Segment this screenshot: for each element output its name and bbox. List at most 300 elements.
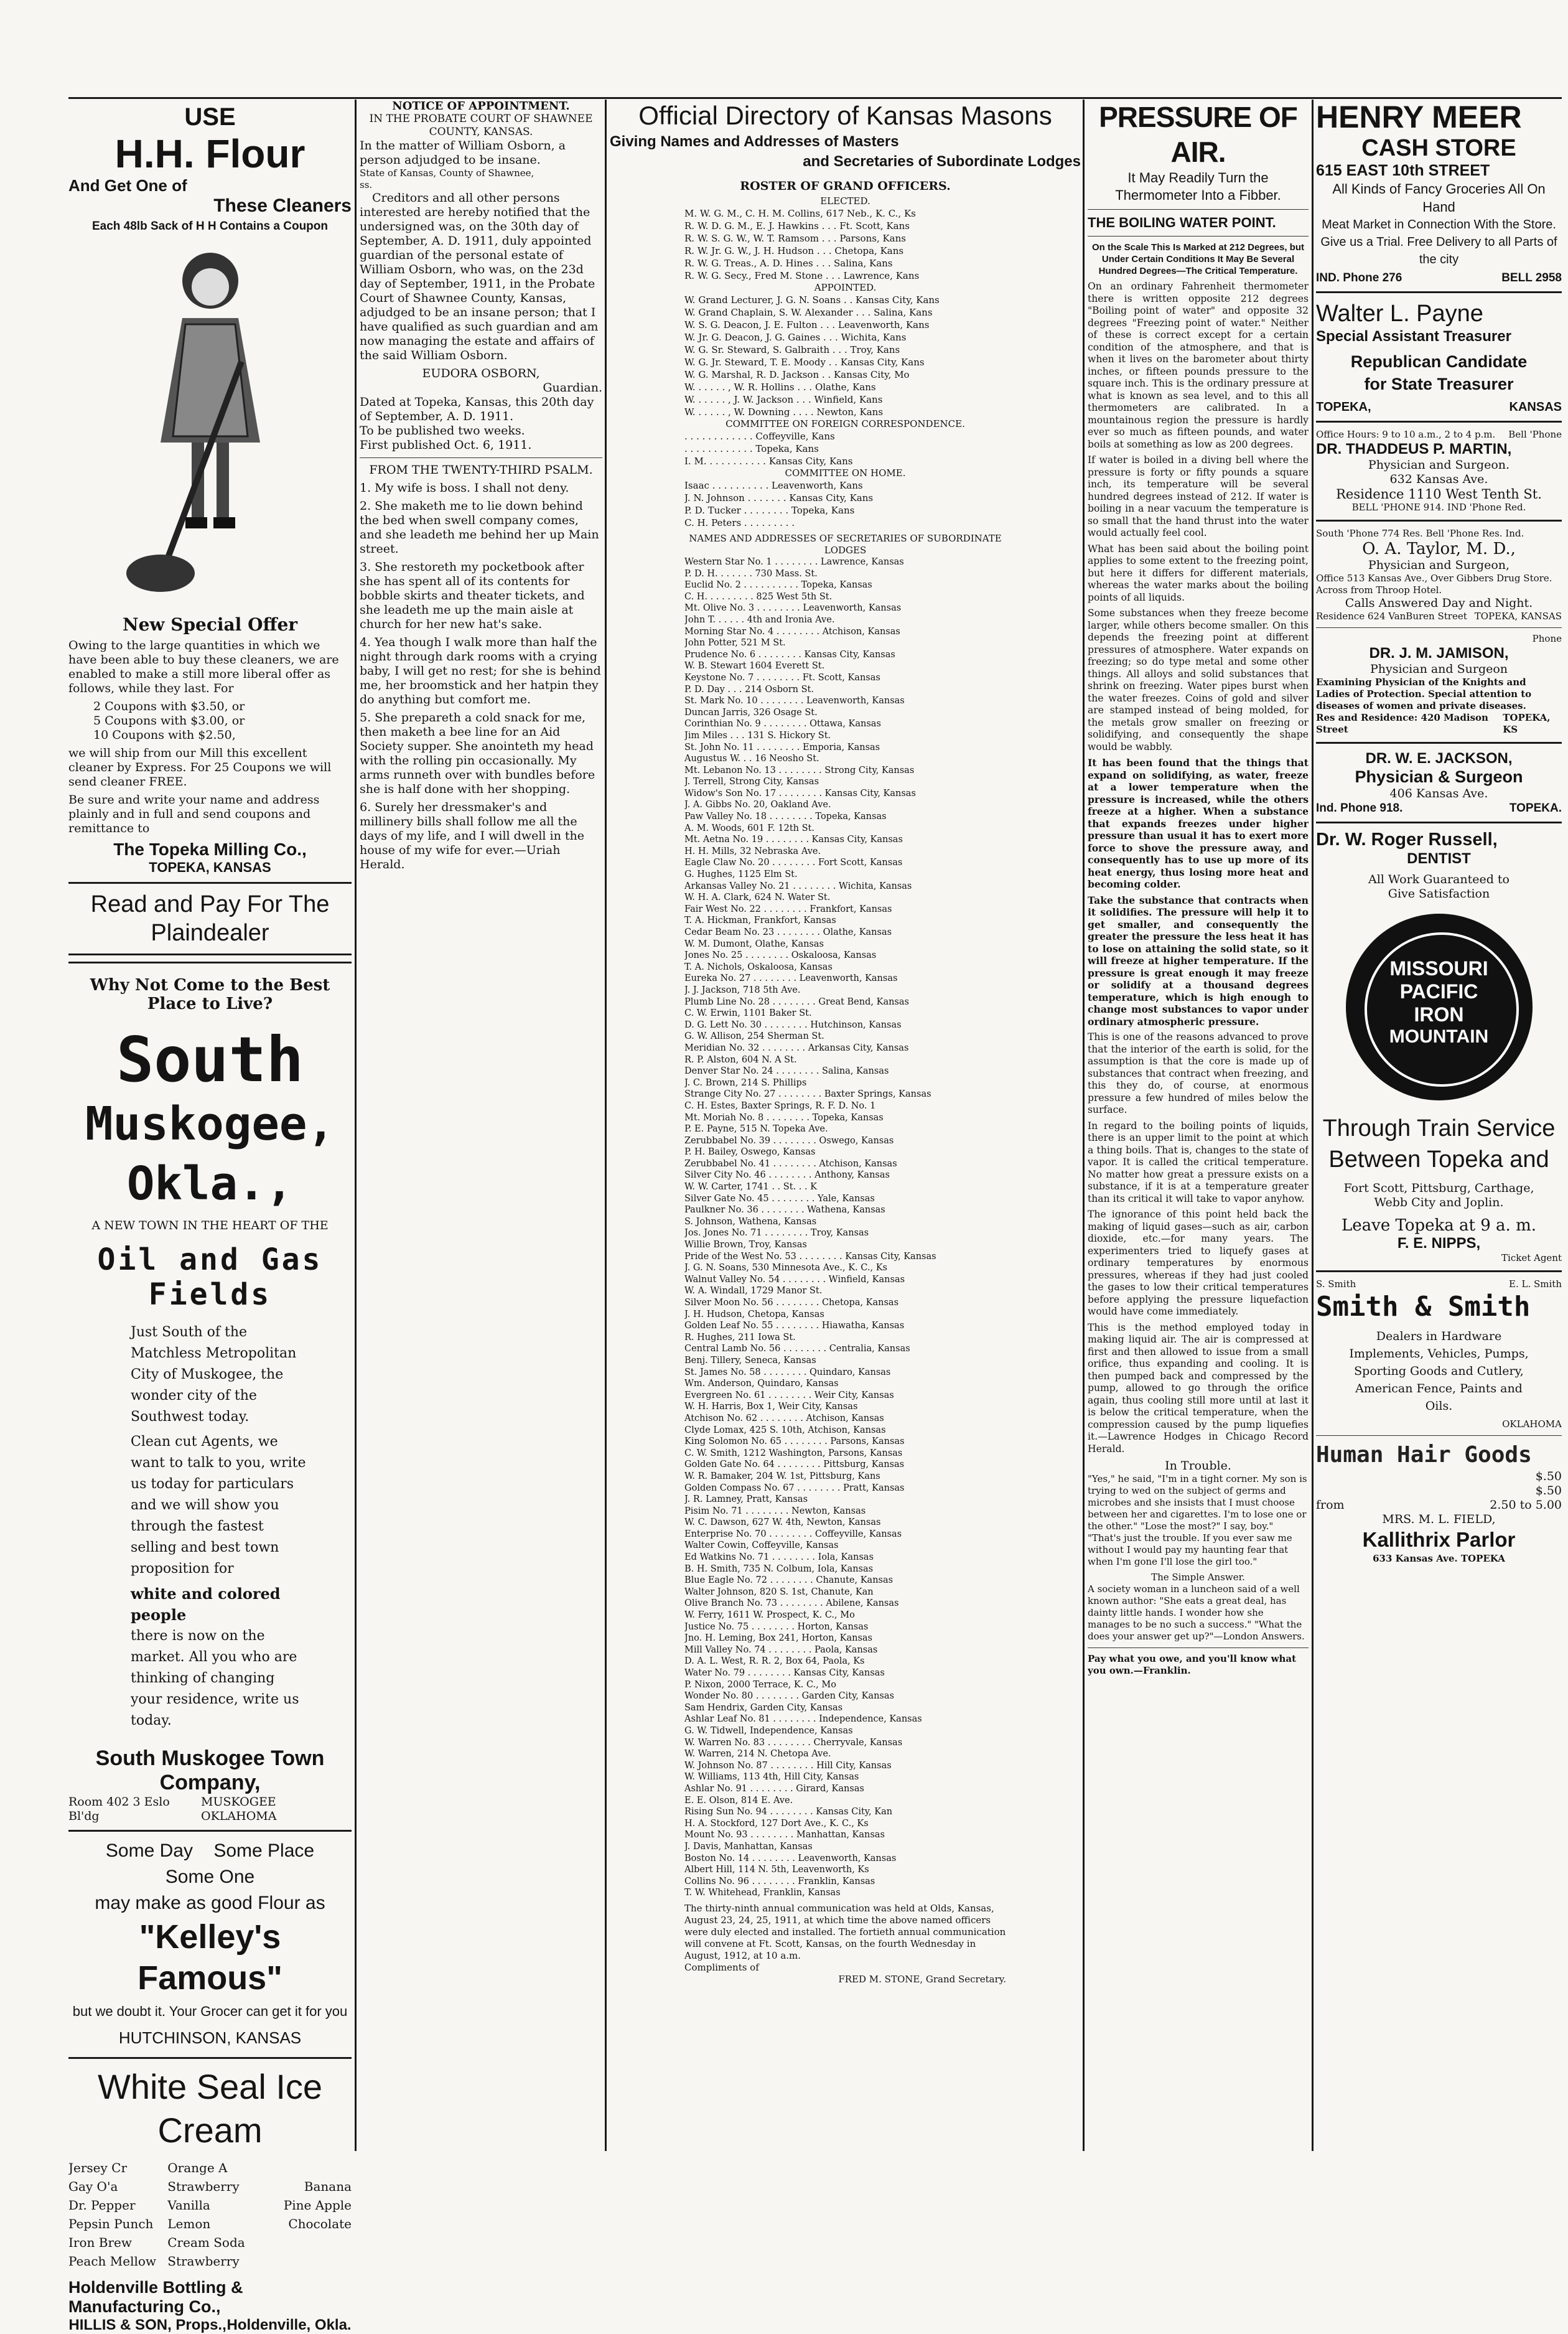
officer-line: W. S. G. Deacon, J. E. Fulton . . . Leavenworth, Kans [684,319,930,330]
holdenville-company: Holdenville Bottling & Manufacturing Co., [68,2278,243,2316]
flavor-item: Strawberry [167,2179,240,2194]
jackson-phone: Ind. Phone 918. [1316,802,1403,815]
flavor-item: Pine Apple [283,2198,352,2213]
jamison-residence: Res and Residence: 420 Madison Street [1316,712,1488,735]
lodge-line: J. A. Gibbs No. 20, Oakland Ave. [684,800,831,810]
lodge-line: Justice No. 75 . . . . . . . . Horton, Kansas [684,1621,869,1632]
lodge-line: St. Mark No. 10 . . . . . . . . Leavenworth, Kansas [684,696,905,706]
lodge-line: S. Johnson, Wathena, Kansas [684,1216,817,1227]
some-day-text: Some Day [105,1840,193,1861]
smith-city: OKLAHOMA [1502,1418,1562,1430]
taylor-residence: Residence 624 VanBuren Street [1316,611,1467,622]
lodge-line: Willie Brown, Troy, Kansas [684,1240,807,1250]
lodge-line: J. C. Brown, 214 S. Phillips [684,1077,807,1088]
jackson-address: 406 Kansas Ave. [1389,787,1488,800]
lodge-line: Mt. Moriah No. 8 . . . . . . . . Topeka, Kansas [684,1112,884,1123]
lodge-line: W. B. Stewart 1604 Everett St. [684,661,825,672]
article-paragraph: Take the substance that contracts when it solidifies. The pressure will help it to get smaller, and consequently the greater the pressure the less heat it has to lose on attaining the solid state, so it will freeze at higher temperature. If the pressure is great enough it may freeze or solidify at a thousand degrees temperature, which is high enough to change most substances to vapor under ordinary atmospheric pressure. [1088,894,1309,1028]
lodge-line: Wm. Anderson, Quindaro, Kansas [684,1379,839,1389]
pressure-subtitle: It May Readily Turn the Thermometer Into a Fibber. [1115,170,1281,203]
lodge-line: Eureka No. 27 . . . . . . . . Leavenworth, Kansas [684,973,898,984]
human-hair-heading: Human Hair Goods [1316,1442,1532,1468]
meer-address: 615 EAST 10th STREET [1316,162,1490,179]
lodge-line: John T. . . . . . 4th and Ironia Ave. [684,614,835,625]
committee-line: Isaac . . . . . . . . . . Leavenworth, Kans [684,480,863,491]
doubt-text: but we doubt it. Your Grocer can get it for you [72,2004,348,2019]
new-town-text: A NEW TOWN IN THE HEART OF THE [91,1219,329,1232]
seal-text: PACIFIC [1399,980,1478,1003]
lodge-line: John Potter, 521 M St. [684,638,786,649]
lodge-line: Plumb Line No. 28 . . . . . . . . Great Bend, Kansas [684,996,909,1007]
lodge-line: Atchison No. 62 . . . . . . . . Atchison, Kansas [684,1413,884,1423]
article-paragraph: In regard to the boiling points of liquids, there is an upper limit to the point at which a thing boils. That is, changes to the state of vapor. It is called the critical temperature. No matter how great a pressure exists on a substance, if it is at a temperature greater than its critical it will take to vapor anyhow. [1088,1120,1309,1204]
seal-text: IRON [1414,1003,1464,1026]
committee-line: J. N. Johnson . . . . . . . Kansas City, Kans [684,492,874,504]
milling-city: TOPEKA, KANSAS [149,860,271,875]
psalm-verse: 1. My wife is boss. I shall not deny. [360,481,569,495]
lodge-line: Silver City No. 46 . . . . . . . . Anthony, Kansas [684,1170,890,1181]
lodge-line: Golden Gate No. 64 . . . . . . . . Pittsburg, Kansas [684,1460,905,1470]
flavor-item: Dr. Pepper [68,2198,136,2213]
room-address: Room 402 3 Eslo Bl'dg [68,1795,170,1823]
through-train-text: Through Train Service Between Topeka and [1322,1115,1556,1173]
officer-line: W. . . . . . , J. W. Jackson . . . Winfield, Kans [684,394,883,405]
column-rule [1312,100,1314,2151]
lodge-line: C. W. Erwin, 1101 Baker St. [684,1008,812,1019]
martin-address: 632 Kansas Ave. [1389,472,1488,486]
committee-list [684,479,1006,529]
article-paragraph: If water is boiled in a diving bell where the pressure is forty or fifty pounds a square inch, its temperature will be several hundred degrees instead of 212. If water is boiling in a near vacuum the temperature is so small that the hand thrust into the water would actually feel cool. [1088,454,1309,538]
notice-body: Creditors and all other persons interested are hereby notified that the undersigned was, on the 30th day of September, A. D. 1911, duly appointed guardian of the personal estate of William Osborn, who was, on the 23d day of September, 1911, in the Probate Court of Shawnee County, Kansas, adjudged to be an insane person; that I have qualified as such guardian and am now managing the estate and affairs of the said William Osborn. [360,191,599,362]
hair-price: $.50 [1535,1469,1562,1483]
lodge-line: W. Warren, 214 N. Chetopa Ave. [684,1749,831,1760]
republican-text: Republican Candidate for State Treasurer [1350,352,1528,393]
committee-line: . . . . . . . . . . . . Coffeyville, Kans [684,431,835,442]
martin-heading: DR. THADDEUS P. MARTIN, [1316,441,1512,457]
use-heading: USE [184,103,236,131]
officer-line: R. W. G. Treas., A. D. Hines . . . Salina, Kans [684,258,893,269]
flavor-item: Gay O'a [68,2179,118,2194]
bell-phone-label: Bell 'Phone [1508,429,1562,440]
lodge-line: Fair West No. 22 . . . . . . . . Frankfort, Kansas [684,904,892,914]
cities-text: Fort Scott, Pittsburg, Carthage, Webb City and Joplin. [1343,1181,1534,1209]
committee-line: I. M. . . . . . . . . . . Kansas City, Kans [684,456,853,467]
lodge-line: P. E. Payne, 515 N. Topeka Ave. [684,1124,828,1135]
lodge-line: Pisim No. 71 . . . . . . . . Newton, Kansas [684,1506,866,1516]
masons-subtitle: Giving Names and Addresses of Masters [610,133,899,150]
psalm-verse: 2. She maketh me to lie down behind the bed when swell company comes, and she leadeth me behind her up Main street. [360,499,599,556]
lodge-line: G. W. Allison, 254 Sherman St. [684,1031,824,1042]
lodge-line: King Solomon No. 65 . . . . . . . . Parsons, Kansas [684,1436,905,1447]
column-rule [1083,100,1085,2151]
lodge-line: Denver Star No. 24 . . . . . . . . Salina, Kansas [684,1066,889,1077]
lodge-line: C. H. Estes, Baxter Springs, R. F. D. No. 1 [684,1100,876,1111]
answer-heading: The Simple Answer. [1151,1572,1245,1583]
appointed-heading: APPOINTED. [814,282,877,293]
lodge-line: Silver Gate No. 45 . . . . . . . . Yale, Kansas [684,1193,875,1204]
lodge-line: Cedar Beam No. 23 . . . . . . . . Olathe, Kansas [684,927,892,937]
officer-line: W. Jr. G. Deacon, J. G. Gaines . . . Wichita, Kans [684,332,907,343]
officer-line: R. W. Jr. G. W., J. H. Hudson . . . Chetopa, Kans [684,245,904,256]
coupon-text: Each 48lb Sack of H H Contains a Coupon [91,220,328,233]
lodge-line: Prudence No. 6 . . . . . . . . Kansas City, Kansas [684,649,895,660]
lodge-line: Sam Hendrix, Garden City, Kansas [684,1702,843,1713]
jamison-text: Examining Physician of the Knights and Ladies of Protection. Special attention to diseases of women and private diseases. [1316,677,1532,711]
lodge-line: Paulkner No. 36 . . . . . . . . Wathena, Kansas [684,1205,885,1216]
top-rule [68,97,1562,99]
lodge-line: Walter Johnson, 820 S. 1st, Chanute, Kan [684,1586,874,1597]
lodge-line: Widow's Son No. 17 . . . . . . . . Kansas City, Kansas [684,788,916,799]
hutchinson-text: HUTCHINSON, KANSAS [118,2028,302,2047]
these-cleaners-text: These Cleaners [213,195,352,216]
officer-line: W. . . . . . , W. R. Hollins . . . Olathe, Kans [684,382,876,393]
committee-line: P. D. Tucker . . . . . . . . Topeka, Kans [684,505,855,516]
lodge-line: Corinthian No. 9 . . . . . . . . Ottawa, Kansas [684,719,881,729]
lodge-line: R. Hughes, 211 Iowa St. [684,1332,796,1343]
lodge-line: D. A. L. West, R. R. 2, Box 64, Paola, Ks [684,1656,865,1667]
psalm-verse: 4. Yea though I walk more than half the night through dark rooms with a crying baby, I will get no rest; for she is behind me, her broomstick and her hatpin they do anything but comfort me. [360,635,601,706]
article-paragraph: This is one of the reasons advanced to prove that the interior of the earth is solid, for the assumption is that the core is made up of substances that contract when freezing, and this they do, of course, at enormous pressure a few hundred of miles below the surface. [1088,1031,1309,1115]
lodge-line: Walnut Valley No. 54 . . . . . . . . Winfield, Kansas [684,1274,905,1285]
officer-line: W. G. Marshal, R. D. Jackson . . Kansas City, Mo [684,369,910,380]
officer-line: M. W. G. M., C. H. M. Collins, 617 Neb., K. C., Ks [684,208,916,219]
lodge-line: W. A. Windall, 1729 Manor St. [684,1286,823,1296]
payne-state: KANSAS [1509,400,1562,414]
lodge-line: J. Davis, Manhattan, Kansas [684,1841,813,1852]
lodge-line: J. J. Jackson, 718 5th Ave. [684,985,801,995]
guaranteed-text: All Work Guaranteed to Give Satisfaction [1368,873,1510,901]
lodge-line: Rising Sun No. 94 . . . . . . . . Kansas City, Kan [684,1807,893,1817]
lodge-line: Keystone No. 7 . . . . . . . . Ft. Scott, Kansas [684,672,880,683]
lodge-line: Pride of the West No. 53 . . . . . . . . Kansas City, Kansas [684,1251,936,1262]
trouble-text: "Yes," he said, "I'm in a tight corner. My son is trying to wed on the subject of germs and microbes and she insists that I must choose between her and cigarettes. I'm to lose one or the other." "Lose the most?" I say, boy." "That's just the trouble. If you ever saw me without I would pay my haunting fear that when I'm gone I'll lose the girl too." [1088,1473,1307,1567]
lodge-line: Enterprise No. 70 . . . . . . . . Coffeyville, Kansas [684,1529,902,1539]
column-rule [355,100,357,2151]
lodge-line: D. G. Lett No. 30 . . . . . . . . Hutchinson, Kansas [684,1019,902,1030]
officer-line: W. G. Jr. Steward, T. E. Moody . . Kansas City, Kans [684,357,925,368]
room-city: MUSKOGEE OKLAHOMA [201,1795,277,1823]
hair-from: from [1316,1498,1345,1512]
payne-title: Special Assistant Treasurer [1316,328,1511,345]
lodge-line: Clyde Lomax, 425 S. 10th, Atchison, Kansas [684,1425,886,1435]
lodge-line: W. R. Bamaker, 204 W. 1st, Pittsburg, Kans [684,1471,880,1481]
jackson-heading: DR. W. E. JACKSON, [1365,750,1513,767]
jamison-title: Physician and Surgeon [1370,662,1508,676]
lodge-line: J. Terrell, Strong City, Kansas [684,777,819,787]
published-text: To be published two weeks. [360,424,525,438]
scale-deck: On the Scale This Is Marked at 212 Degrees, but Under Certain Conditions It May Be Several Hundred Degrees—The Critical Temperature. [1092,242,1304,276]
lodge-line: Walter Cowin, Coffeyville, Kansas [684,1540,839,1551]
lodge-line: T. A. Hickman, Frankfort, Kansas [684,916,836,926]
taylor-address: Office 513 Kansas Ave., Over Gibbers Drug Store. Across from Throop Hotel. [1316,573,1552,596]
lodge-line: J. H. Hudson, Chetopa, Kansas [684,1309,824,1319]
officer-line: W. G. Sr. Steward, S. Galbraith . . . Troy, Kans [684,344,900,355]
officer-line: R. W. D. G. M., E. J. Hawkins . . . Ft. Scott, Kans [684,220,910,232]
best-place-heading: Why Not Come to the Best Place to Live? [90,976,330,1013]
officer-line: W. Grand Chaplain, S. W. Alexander . . . Salina, Kans [684,307,933,318]
lodge-line: Mount No. 93 . . . . . . . . Manhattan, Kansas [684,1830,885,1840]
lodge-line: G. Hughes, 1125 Elm St. [684,869,798,880]
lodge-line: Mt. Aetna No. 19 . . . . . . . . Kansas City, Kansas [684,835,903,845]
psalm-verse: 5. She prepareth a cold snack for me, then maketh a bee line for an Aid Society supper. She anointeth my head with the rolling pin occasionally. My arms runneth over with bundles before she is half done with her shopping. [360,711,595,796]
lodge-line: J. G. N. Soans, 530 Minnesota Ave., K. C., Ks [684,1263,887,1273]
special-offer-heading: New Special Offer [122,614,298,635]
trouble-heading: In Trouble. [1165,1459,1231,1473]
lodge-line: H. A. Stockford, 127 Dort Ave., K. C., Ks [684,1818,869,1829]
lodge-line: Evergreen No. 61 . . . . . . . . Weir City, Kansas [684,1390,894,1400]
ss-text: ss. [360,179,373,190]
get-one-text: And Get One of [68,176,187,195]
kelley-ad [68,1838,352,2051]
committee-heading: COMMITTEE ON FOREIGN CORRESPONDENCE. [726,418,965,429]
oil-gas-heading: Oil and Gas Fields [97,1242,323,1312]
phone-label: Phone [1532,633,1562,644]
lodge-line: Mill Valley No. 74 . . . . . . . . Paola, Kansas [684,1644,878,1655]
lodge-line: Jos. Jones No. 71 . . . . . . . . Troy, Kansas [684,1228,869,1239]
flavor-item: Lemon [167,2216,211,2231]
column-2 [360,100,602,934]
lodge-line: Golden Leaf No. 55 . . . . . . . . Hiawatha, Kansas [684,1321,905,1331]
lodge-line: G. W. Tidwell, Independence, Kansas [684,1725,853,1736]
lodge-line: Arkansas Valley No. 21 . . . . . . . . Wichita, Kansas [684,881,912,891]
article-paragraph: On an ordinary Fahrenheit thermometer there is written opposite 212 degrees "Boiling point of water" and opposite 32 degrees "Freezing point of water." Neither of these is correct except for a certain condition of the atmosphere, and that is when it lives on the barometer about thirty inches, or fifteen pounds pressure to the square inch. This is the ordinary pressure at what is known as sea level, and to this all thermometers are calibrated. In a mountainous region the pressure is hardly ever so much as fifteen pounds, and water boils at something as low as 200 degrees. [1088,281,1309,450]
signer: EUDORA OSBORN, [422,367,540,380]
ind-phone: IND. Phone 276 [1316,271,1402,284]
lodge-line: Jim Miles . . . 131 S. Hickory St. [684,730,831,741]
flavor-item: Banana [304,2179,352,2194]
lodge-line: Western Star No. 1 . . . . . . . . Lawrence, Kansas [684,557,904,567]
lodge-line: W. Warren No. 83 . . . . . . . . Cherryvale, Kansas [684,1737,903,1748]
flavor-item: Pepsin Punch [68,2216,154,2231]
masons-footer: The thirty-ninth annual communication was held at Olds, Kansas, August 23, 24, 25, 1911, at which time the above named officers were duly elected and installed. The fortieth annual communication will convene at Ft. Scott, Kansas, on the fourth Wednesday in August, 1912, at 10 a.m. [684,1902,1006,1961]
taylor-phones: South 'Phone 774 Res. Bell 'Phone Res. Ind. [1316,528,1524,539]
smith-text: Dealers in Hardware Implements, Vehicles, Pumps, Sporting Goods and Cutlery, American Fence, Paints and Oils. [1349,1329,1529,1413]
jamison-city: TOPEKA, KS [1503,712,1551,735]
parlor-address: 633 Kansas Ave. TOPEKA [1373,1553,1505,1564]
elected-heading: ELECTED. [820,195,870,207]
taylor-title: Physician and Surgeon, [1368,558,1510,572]
lodges-heading: NAMES AND ADDRESSES OF SECRETARIES OF SUBORDINATE LODGES [689,533,1002,556]
office-hours: Office Hours: 9 to 10 a.m., 2 to 4 p.m. [1316,429,1496,440]
lodge-line: W. W. Carter, 1741 . . St. . . K [684,1182,818,1193]
lodge-line: Wonder No. 80 . . . . . . . . Garden City, Kansas [684,1691,894,1702]
flavor-item [267,2158,352,2177]
lodge-line: Euclid No. 2 . . . . . . . . . . Topeka, Kansas [684,580,872,591]
lodge-list [684,556,1006,1899]
lodge-line: Zerubbabel No. 41 . . . . . . . . Atchison, Kansas [684,1158,897,1169]
dated-text: Dated at Topeka, Kansas, this 20th day of September, A. D. 1911. [360,395,594,423]
smith-heading: Smith & Smith [1316,1291,1531,1323]
russell-heading: Dr. W. Roger Russell, [1316,830,1498,850]
lodge-line: H. H. Mills, 32 Nebraska Ave. [684,846,821,856]
white-colored-text: white and colored people [131,1585,281,1624]
pressure-title: PRESSURE OF AIR. [1099,101,1297,168]
officer-line: R. W. S. G. W., W. T. Ramsom . . . Parsons, Kans [684,233,906,244]
market-text: there is now on the market. All you who are thinking of changing your residence, write us today. [131,1628,299,1728]
write-text: Be sure and write your name and address plainly and in full and send coupons and remittance to [68,793,320,835]
officer-line: W. Grand Lecturer, J. G. N. Soans . . Kansas City, Kans [684,294,940,306]
lodge-line: Ashlar No. 91 . . . . . . . . Girard, Kansas [684,1783,864,1794]
some-place-text: Some Place [213,1840,315,1861]
martin-title: Physician and Surgeon. [1368,458,1510,472]
lodge-line: Collins No. 96 . . . . . . . . Franklin, Kansas [684,1876,875,1886]
lodge-line: Zerubbabel No. 39 . . . . . . . . Oswego, Kansas [684,1135,894,1146]
lodge-line: Silver Moon No. 56 . . . . . . . . Chetopa, Kansas [684,1298,899,1308]
lodge-line: W. H. Harris, Box 1, Weir City, Kansas [684,1402,858,1412]
jackson-city: TOPEKA. [1509,802,1562,815]
lodge-line: Jno. H. Leming, Box 241, Horton, Kansas [684,1633,872,1644]
flavor-item: Iron Brew [68,2235,132,2250]
roster-heading: ROSTER OF GRAND OFFICERS. [740,179,951,193]
lodge-line: W. Williams, 113 4th, Hill City, Kansas [684,1772,859,1783]
martin-phones: BELL 'PHONE 914. IND 'Phone Red. [1351,502,1526,513]
committee-heading: COMMITTEE ON HOME. [785,467,906,479]
may-make-text: may make as good Flour as [95,1893,325,1913]
payne-heading: Walter L. Payne [1316,301,1483,327]
lodge-line: Meridian No. 32 . . . . . . . . Arkansas City, Kansas [684,1043,909,1053]
lodge-line: Augustus W. . . 16 Neosho St. [684,754,819,764]
taylor-city: TOPEKA, KANSAS [1474,611,1562,622]
jamison-heading: DR. J. M. JAMISON, [1369,645,1509,662]
offer-text: Owing to the large quantities in which we have been able to buy these cleaners, we are enabled to make a still more liberal offer as follows, while they last. For [68,639,339,695]
kelley-heading: "Kelley's Famous" [138,1918,282,1997]
muskogee-heading: Muskogee, Okla., [85,1097,335,1211]
flour-ad [68,103,352,876]
franklin-quote: Pay what you owe, and you'll know what you own.—Franklin. [1088,1653,1297,1676]
coupon-option: 10 Coupons with $2.50, [93,728,236,742]
lodge-line: A. M. Woods, 601 F. 12th St. [684,823,814,833]
lodge-line: P. H. Bailey, Oswego, Kansas [684,1147,816,1158]
matter-text: In the matter of William Osborn, a person adjudged to be insane. [360,139,566,167]
lodge-line: Water No. 79 . . . . . . . . Kansas City, Kansas [684,1668,885,1678]
bell-phone: BELL 2958 [1501,271,1562,284]
ticket-agent: Ticket Agent [1501,1252,1562,1263]
lodge-line: C. W. Smith, 1212 Washington, Parsons, Kansas [684,1448,903,1458]
boiling-heading: THE BOILING WATER POINT. [1088,215,1276,230]
masons-subtitle: and Secretaries of Subordinate Lodges [803,153,1081,170]
notice-heading: NOTICE OF APPOINTMENT. [392,100,570,113]
lodge-line: Duncan Jarris, 326 Osage St. [684,707,818,718]
lodge-line: E. E. Olson, 814 E. Ave. [684,1795,793,1806]
lodge-line: Mt. Olive No. 3 . . . . . . . . Leavenworth, Kansas [684,603,902,614]
field-name: MRS. M. L. FIELD, [1382,1512,1496,1526]
milling-company: The Topeka Milling Co., [113,840,307,859]
answer-text: A society woman in a luncheon said of a well known author: "She eats a great deal, has dainty little hands. I wonder how she manages to be no such a success." "What the does your answer get up?"—London Answers. [1088,1583,1305,1642]
lodge-line: W. Johnson No. 87 . . . . . . . . Hill City, Kansas [684,1760,892,1771]
grand-secretary: FRED M. STONE, Grand Secretary. [838,1973,1006,1985]
column-rule [605,100,607,2151]
article-paragraph: This is the method employed today in making liquid air. The air is compressed at first and then allowed to issue from a small orifice, thus expanding and cooling. It is then pumped back and compressed by the pump, allowed to go through the orifice again, thus cooling still more until at last it is below the critical temperature, when the compression caused by the pump liquefies it.—Lawrence Hodges in Chicago Record Herald. [1088,1321,1309,1455]
some-one-text: Some One [165,1867,255,1887]
psalm-heading: FROM THE TWENTY-THIRD PSALM. [369,463,593,477]
lodge-line: Strange City No. 27 . . . . . . . . Baxter Springs, Kansas [684,1089,931,1100]
column-5 [1316,100,1562,2147]
committee-list [684,430,1006,467]
coupon-option: 5 Coupons with $3.00, or [93,714,245,728]
committee-line: . . . . . . . . . . . . Topeka, Kans [684,443,819,454]
flavor-item: Cream Soda [167,2235,245,2250]
parlor-heading: Kallithrix Parlor [1362,1528,1516,1551]
lodge-line: St. John No. 11 . . . . . . . . Emporia, Kansas [684,742,880,752]
hair-price: 2.50 to 5.00 [1490,1498,1562,1512]
lodge-line: P. D. Day . . . 214 Osborn St. [684,684,814,695]
lodge-line: Boston No. 14 . . . . . . . . Leavenworth, Kansas [684,1853,897,1863]
dentist-title: DENTIST [1407,850,1471,867]
lodge-line: Eagle Claw No. 20 . . . . . . . . Fort Scott, Kansas [684,858,903,868]
jackson-title: Physician & Surgeon [1355,767,1523,786]
agents-text: Clean cut Agents, we want to talk to you, write us today for particulars and we will show you through the fastest selling and best town proposition for [131,1434,306,1577]
lodge-line: T. A. Nichols, Oskaloosa, Kansas [684,962,833,972]
calls-text: Calls Answered Day and Night. [1345,596,1533,610]
article-paragraph: What has been said about the boiling point applies to some extent to the freezing point, but here it differs for different materials, whereas the water marks about the boiling points of all liquids. [1088,543,1309,603]
lodge-line: Albert Hill, 114 N. 5th, Leavenworth, Ks [684,1865,869,1875]
payne-city: TOPEKA, [1316,400,1371,414]
flavor-item: Vanilla [167,2198,210,2213]
groceries-text: All Kinds of Fancy Groceries All On Hand [1332,181,1546,215]
lodge-line: Ed Watkins No. 71 . . . . . . . . Iola, Kansas [684,1552,874,1563]
first-pub-text: First published Oct. 6, 1911. [360,438,532,452]
nipps-name: F. E. NIPPS, [1397,1235,1481,1252]
hillis-city: Holdenville, Okla. [226,2317,352,2333]
lodge-line: R. P. Alston, 604 N. A St. [684,1054,797,1065]
lodge-line: Morning Star No. 4 . . . . . . . . Atchison, Kansas [684,626,900,637]
lodge-line: Ashlar Leaf No. 81 . . . . . . . . Independence, Kansas [684,1714,922,1725]
cash-store-heading: CASH STORE [1361,135,1516,161]
smith-name: E. L. Smith [1509,1278,1562,1290]
martin-residence: Residence 1110 West Tenth St. [1336,487,1542,502]
article-paragraph: Some substances when they freeze become larger, while others become smaller. On this depends the freezing point at different pressures of atmosphere. Water expands on freezing; so do type metal and some other things. All alloys and solid substances that shrink on freezing. Water pipes burst when the water freezes. Coins of gold and silver are stamped instead of being molded, for the metals grow smaller on freezing or solidifying, and consequently the shape would be wabbly. [1088,607,1309,752]
lodge-line: W. Ferry, 1611 W. Prospect, K. C., Mo [684,1610,855,1621]
lodge-line: Jones No. 25 . . . . . . . . Oskaloosa, Kansas [684,950,877,961]
missouri-pacific-logo [1346,914,1533,1100]
lodge-line: Central Lamb No. 56 . . . . . . . . Centralia, Kansas [684,1344,910,1354]
taylor-heading: O. A. Taylor, M. D., [1362,540,1516,558]
psalm-verse: 3. She restoreth my pocketbook after she has spent all of its contents for bobble skirts and theater tickets, and she leadeth me up the main aisle at church for her new hat's sake. [360,560,585,631]
seal-text: MISSOURI [1389,957,1488,980]
lodge-line: W. M. Dumont, Olathe, Kansas [684,939,824,949]
guardian: Guardian. [543,381,602,395]
meat-text: Meat Market in Connection With the Store. Give us a Trial. Free Delivery to all Parts of the city [1320,218,1557,266]
coupon-option: 2 Coupons with $3.50, or [93,700,245,713]
ship-text: we will ship from our Mill this excellent cleaner by Express. For 25 Coupons we will send cleaner FREE. [68,746,332,789]
lodge-line: P. Nixon, 2000 Terrace, K. C., Mo [684,1679,836,1690]
court-heading: IN THE PROBATE COURT OF SHAWNEE COUNTY, KANSAS. [369,113,593,138]
lodge-line: St. James No. 58 . . . . . . . . Quindaro, Kansas [684,1367,891,1377]
lodge-line: Paw Valley No. 18 . . . . . . . . Topeka, Kansas [684,812,887,822]
compliments-text: Compliments of [684,1961,759,1973]
psalm-verse: 6. Surely her dressmaker's and millinery bills shall follow me all the days of my life, and I will dwell in the house of my wife for ever.—Uriah Herald. [360,800,584,871]
leave-text: Leave Topeka at 9 a. m. [1342,1216,1536,1235]
lodge-line: C. H. . . . . . . . . 825 West 5th St. [684,591,833,602]
lodge-line: T. W. Whitehead, Franklin, Kansas [684,1888,841,1898]
article-paragraph: It has been found that the things that expand on solidifying, as water, freeze at a lower temperature when the pressure is increased, while the others freeze at a higher. When a substance that expands freezes under higher pressure than usual it has to exert more force to shove the pressure away, and consequently has to use up more of its heat energy, thus losing more heat and becoming colder. [1088,757,1309,890]
flour-heading: H.H. Flour [114,131,306,176]
article-paragraph: The ignorance of this point held back the making of liquid gases—such as air, carbon dioxide, etc.—for many years. The experimenters tried to liquefy gases at ordinary temperatures by enormous pressures, whereas if they had just cooled the gases to low their critical temperatures before applying the pressure liquefaction would have come immediately. [1088,1209,1309,1317]
lodge-line: Golden Compass No. 67 . . . . . . . . Pratt, Kansas [684,1483,905,1493]
column-4 [1088,100,1309,2147]
lodge-line: Olive Branch No. 73 . . . . . . . . Abilene, Kansas [684,1598,899,1609]
lodge-line: B. H. Smith, 735 N. Colbum, Iola, Kansas [684,1563,874,1574]
flavor-item: Peach Mellow [68,2254,157,2269]
flavor-item: Strawberry [167,2254,240,2269]
meer-heading: HENRY MEER [1316,100,1522,134]
flavor-item: Jersey Cr [68,2160,128,2175]
lodge-line: Blue Eagle No. 72 . . . . . . . . Chanute, Kansas [684,1575,894,1586]
white-seal-heading: White Seal Ice Cream [97,2067,323,2150]
lodge-line: W. C. Dawson, 627 W. 4th, Newton, Kansas [684,1517,881,1528]
girl-with-sweeper-illustration [117,237,304,611]
lodge-line: Benj. Tillery, Seneca, Kansas [684,1355,816,1366]
